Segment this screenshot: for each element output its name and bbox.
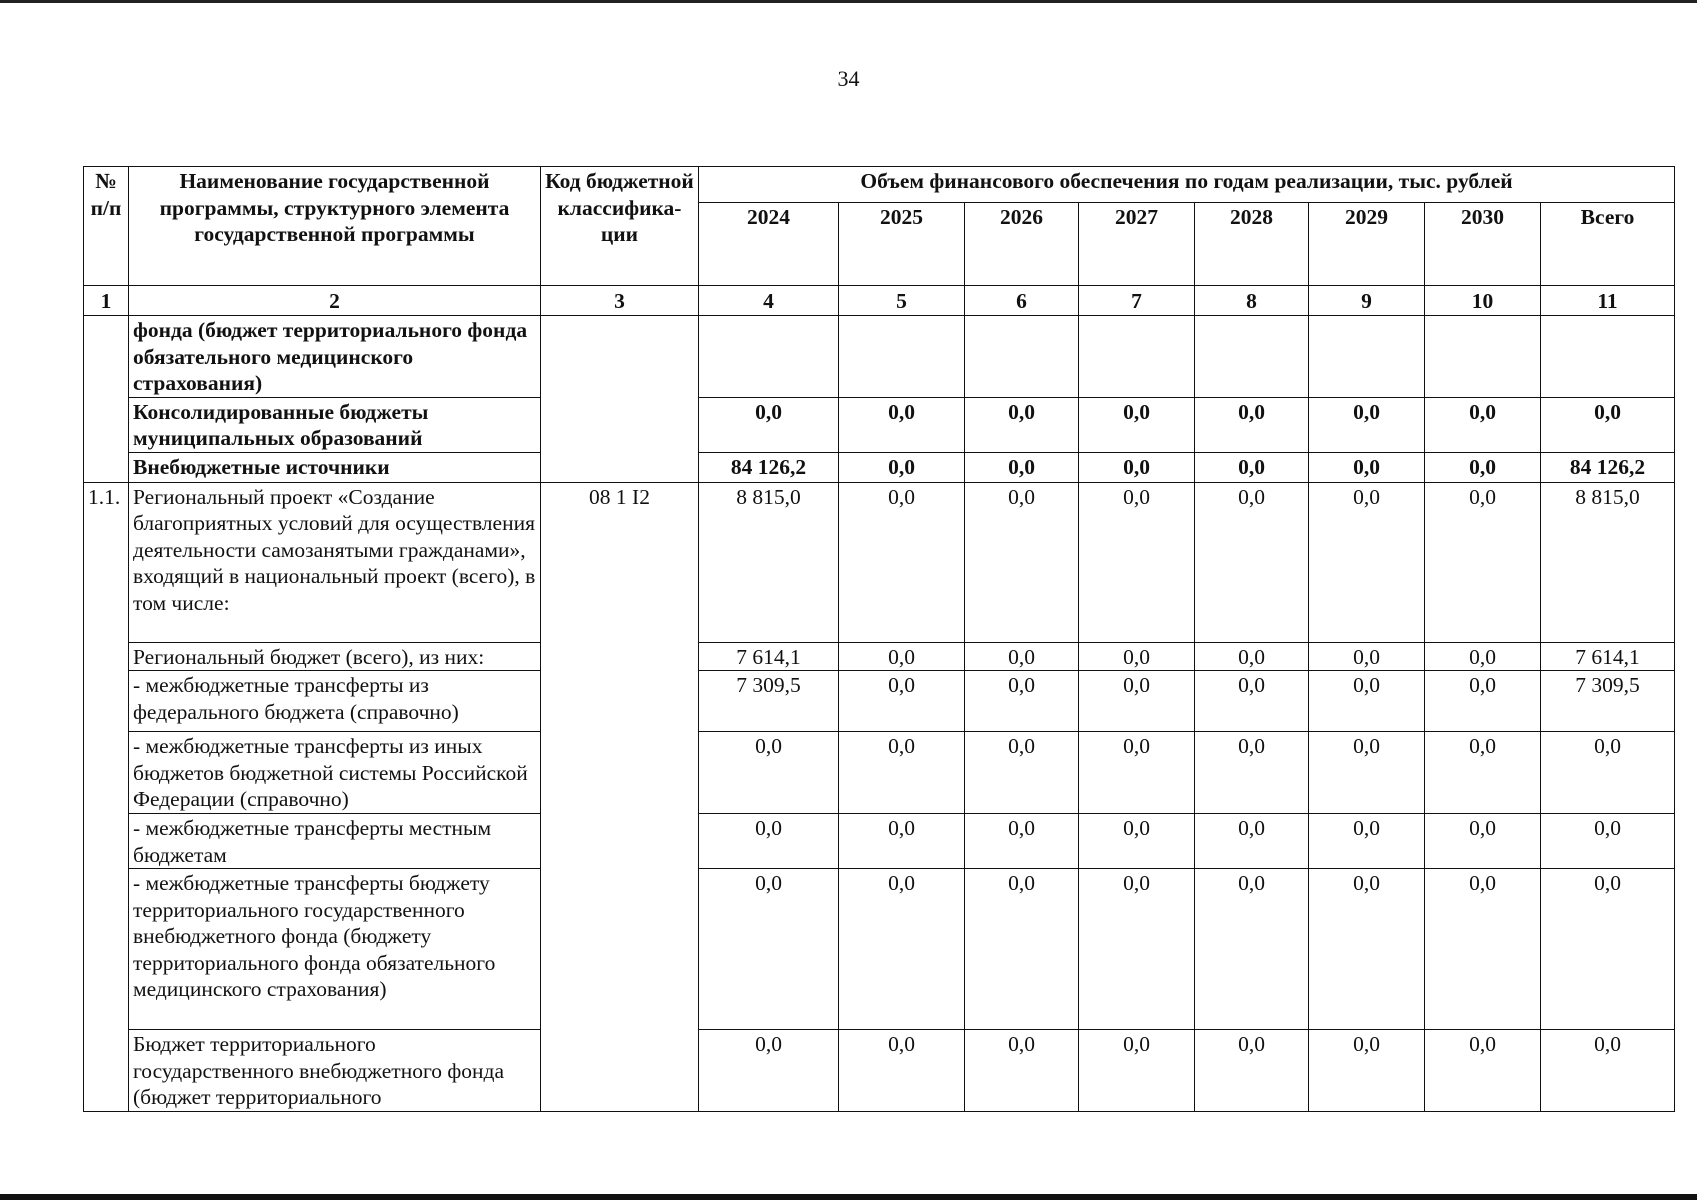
row-number [84,397,129,452]
row-year-value: 0,0 [839,1030,965,1112]
row-year-value: 0,0 [965,397,1079,452]
row-year-value: 0,0 [1425,671,1541,732]
table-row [84,814,1675,869]
row-year-value [1195,316,1309,398]
row-year-value: 0,0 [965,482,1079,642]
row-year-value: 0,0 [1079,732,1195,814]
row-year-value: 0,0 [839,482,965,642]
row-year-value [965,316,1079,398]
row-year-value: 0,0 [965,732,1079,814]
row-year-value: 0,0 [965,452,1079,482]
row-number [84,671,129,732]
row-year-value [1079,316,1195,398]
row-year-value: 0,0 [1425,397,1541,452]
row-year-value: 0,0 [965,869,1079,1030]
row-code [541,1030,699,1112]
row-name: фонда (бюджет территориального фонда обязательного медицинского страхования) [129,316,541,398]
header-year: 2027 [1079,203,1195,286]
row-code [541,642,699,671]
row-year-value: 0,0 [965,671,1079,732]
row-year-value: 0,0 [839,452,965,482]
header-year: 2026 [965,203,1079,286]
row-year-value: 0,0 [965,814,1079,869]
row-number [84,732,129,814]
row-year-value: 0,0 [1079,671,1195,732]
row-year-value: 0,0 [1195,814,1309,869]
header-year: 2028 [1195,203,1309,286]
header-year: 2024 [699,203,839,286]
row-year-value: 0,0 [1309,732,1425,814]
row-year-value: 0,0 [1195,1030,1309,1112]
table-row [84,732,1675,814]
row-code [541,732,699,814]
row-year-value: 0,0 [699,397,839,452]
header-col-volume: Объем финансового обеспечения по годам реализации, тыс. рублей [699,167,1675,203]
row-year-value [699,316,839,398]
financing-table [83,166,1675,1112]
row-year-value: 0,0 [1425,482,1541,642]
row-year-value: 0,0 [1079,452,1195,482]
table-row [84,397,1675,452]
table-row [84,1030,1675,1112]
row-total-value: 0,0 [1541,869,1675,1030]
row-year-value: 7 614,1 [699,642,839,671]
column-index: 6 [965,286,1079,316]
table-row [84,316,1675,398]
table-row [84,482,1675,642]
row-code [541,814,699,869]
row-total-value: 0,0 [1541,732,1675,814]
row-code [541,452,699,482]
row-number [84,452,129,482]
row-code [541,869,699,1030]
row-year-value: 0,0 [839,814,965,869]
column-index: 1 [84,286,129,316]
row-year-value: 0,0 [1079,397,1195,452]
row-name: Бюджет территориального государственного внебюджетного фонда (бюджет территориального [129,1030,541,1112]
row-year-value: 0,0 [1309,642,1425,671]
row-year-value: 0,0 [1309,814,1425,869]
row-name: - межбюджетные трансферты из федерального бюджета (справочно) [129,671,541,732]
row-code [541,671,699,732]
row-year-value: 0,0 [1425,1030,1541,1112]
row-year-value [839,316,965,398]
column-index: 10 [1425,286,1541,316]
row-total-value: 0,0 [1541,1030,1675,1112]
row-number: 1.1. [84,482,129,642]
row-name: Региональный проект «Создание благоприятных условий для осуществления деятельности самозанятыми гражданами», входящий в национальный проект (всего), в том числе: [129,482,541,642]
row-year-value: 0,0 [1309,482,1425,642]
row-year-value: 0,0 [1195,671,1309,732]
row-year-value: 0,0 [1309,671,1425,732]
scan-bottom-edge [0,1194,1697,1200]
row-number [84,1030,129,1112]
header-col-no: № п/п [84,167,129,286]
row-total-value: 7 614,1 [1541,642,1675,671]
column-index: 8 [1195,286,1309,316]
row-year-value: 0,0 [1079,642,1195,671]
row-year-value: 0,0 [1079,814,1195,869]
row-year-value: 0,0 [1195,732,1309,814]
row-name: Внебюджетные источники [129,452,541,482]
row-code [541,316,699,398]
row-year-value: 0,0 [1079,1030,1195,1112]
header-col-code: Код бюджетной классифика-ции [541,167,699,286]
column-index: 2 [129,286,541,316]
column-index: 4 [699,286,839,316]
header-year: 2025 [839,203,965,286]
row-year-value [1309,316,1425,398]
row-year-value: 0,0 [1079,482,1195,642]
row-year-value: 7 309,5 [699,671,839,732]
row-name: - межбюджетные трансферты местным бюджетам [129,814,541,869]
row-code [541,397,699,452]
row-year-value: 0,0 [839,642,965,671]
row-year-value: 0,0 [1195,482,1309,642]
row-total-value: 7 309,5 [1541,671,1675,732]
row-total-value [1541,316,1675,398]
column-index: 3 [541,286,699,316]
row-year-value: 0,0 [1425,814,1541,869]
row-name: Консолидированные бюджеты муниципальных образований [129,397,541,452]
row-number [84,316,129,398]
table-row [84,869,1675,1030]
header-year: 2030 [1425,203,1541,286]
row-year-value: 0,0 [1195,869,1309,1030]
column-index: 7 [1079,286,1195,316]
row-year-value: 0,0 [1309,452,1425,482]
column-index: 5 [839,286,965,316]
row-year-value: 0,0 [839,397,965,452]
row-year-value: 84 126,2 [699,452,839,482]
header-total: Всего [1541,203,1675,286]
row-year-value: 8 815,0 [699,482,839,642]
row-year-value: 0,0 [965,1030,1079,1112]
row-year-value: 0,0 [699,814,839,869]
row-year-value: 0,0 [839,869,965,1030]
row-year-value: 0,0 [839,671,965,732]
row-year-value: 0,0 [1079,869,1195,1030]
row-year-value: 0,0 [1309,869,1425,1030]
row-year-value: 0,0 [1425,642,1541,671]
row-number [84,642,129,671]
header-col-name: Наименование государственной программы, структурного элемента государственной программы [129,167,541,286]
row-name: - межбюджетные трансферты бюджету территориального государственного внебюджетного фонда (бюджету территориального фонда обязательного медицинского страхования) [129,869,541,1030]
row-year-value: 0,0 [839,732,965,814]
header-year: 2029 [1309,203,1425,286]
table-row [84,671,1675,732]
row-year-value [1425,316,1541,398]
scan-top-edge [0,0,1697,3]
row-year-value: 0,0 [1309,397,1425,452]
column-index: 9 [1309,286,1425,316]
row-total-value: 8 815,0 [1541,482,1675,642]
row-year-value: 0,0 [1195,642,1309,671]
row-year-value: 0,0 [965,642,1079,671]
table-body [84,316,1675,1112]
row-year-value: 0,0 [1425,732,1541,814]
page-number: 34 [837,66,860,91]
column-index-row [84,286,1675,316]
table-row [84,452,1675,482]
table-row [84,642,1675,671]
column-index: 11 [1541,286,1675,316]
row-number [84,869,129,1030]
row-year-value: 0,0 [1195,452,1309,482]
header-row-1 [84,167,1675,203]
row-total-value: 84 126,2 [1541,452,1675,482]
row-name: Региональный бюджет (всего), из них: [129,642,541,671]
row-name: - межбюджетные трансферты из иных бюджетов бюджетной системы Российской Федерации (справочно) [129,732,541,814]
row-year-value: 0,0 [1309,1030,1425,1112]
row-year-value: 0,0 [699,732,839,814]
row-total-value: 0,0 [1541,397,1675,452]
row-total-value: 0,0 [1541,814,1675,869]
row-year-value: 0,0 [699,869,839,1030]
row-year-value: 0,0 [699,1030,839,1112]
row-code: 08 1 I2 [541,482,699,642]
row-year-value: 0,0 [1195,397,1309,452]
row-year-value: 0,0 [1425,452,1541,482]
row-number [84,814,129,869]
row-year-value: 0,0 [1425,869,1541,1030]
